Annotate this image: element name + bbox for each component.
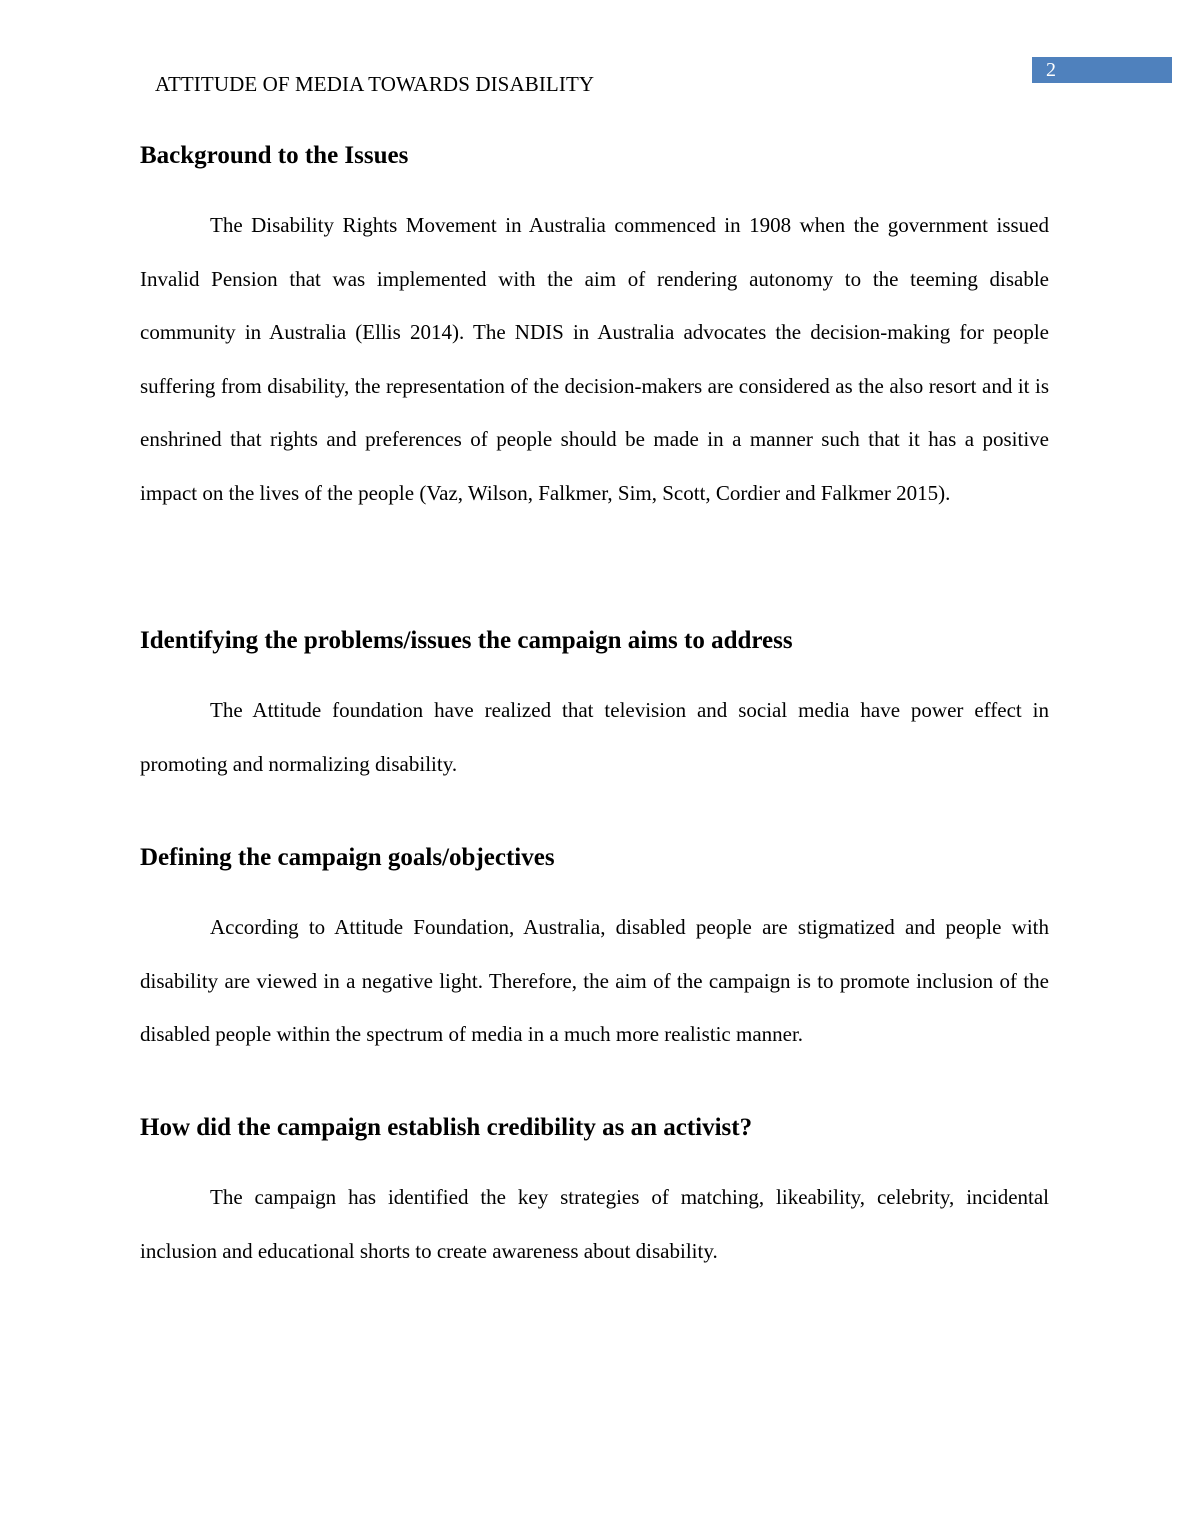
page-number-badge <box>1032 57 1172 83</box>
section-paragraph: The campaign has identified the key strategies of matching, likeability, celebrity, incidental inclusion and educational shorts to create awareness about disability. <box>140 1185 1049 1263</box>
section-paragraph: According to Attitude Foundation, Australia, disabled people are stigmatized and people with disability are viewed in a negative light. Therefore, the aim of the campaign is to promote inclusion of the disabled people within the spectrum of media in a much more realistic manner. <box>140 915 1049 1047</box>
page-number: 2 <box>1046 59 1056 81</box>
section-heading: Defining the campaign goals/objectives <box>140 844 555 871</box>
section-credibility <box>140 1111 1049 1278</box>
section-heading: Background to the Issues <box>140 142 409 169</box>
section-problems <box>140 624 1049 791</box>
section-heading: Identifying the problems/issues the campaign aims to address <box>140 627 793 654</box>
section-background <box>140 139 1049 521</box>
section-paragraph: The Attitude foundation have realized that television and social media have power effect in promoting and normalizing disability. <box>140 698 1049 776</box>
section-paragraph: The Disability Rights Movement in Australia commenced in 1908 when the government issued Invalid Pension that was implemented with the aim of rendering autonomy to the teeming disable community in Australia (Ellis 2014). The NDIS in Australia advocates the decision-making for people suffering from disability, the representation of the decision-makers are considered as the also resort and it is enshrined that rights and preferences of people should be made in a manner such that it has a positive impact on the lives of the people (Vaz, Wilson, Falkmer, Sim, Scott, Cordier and Falkmer 2015). <box>140 213 1049 505</box>
section-goals <box>140 841 1049 1062</box>
running-head: ATTITUDE OF MEDIA TOWARDS DISABILITY <box>155 72 595 96</box>
section-heading: How did the campaign establish credibility as an activist? <box>140 1114 753 1141</box>
